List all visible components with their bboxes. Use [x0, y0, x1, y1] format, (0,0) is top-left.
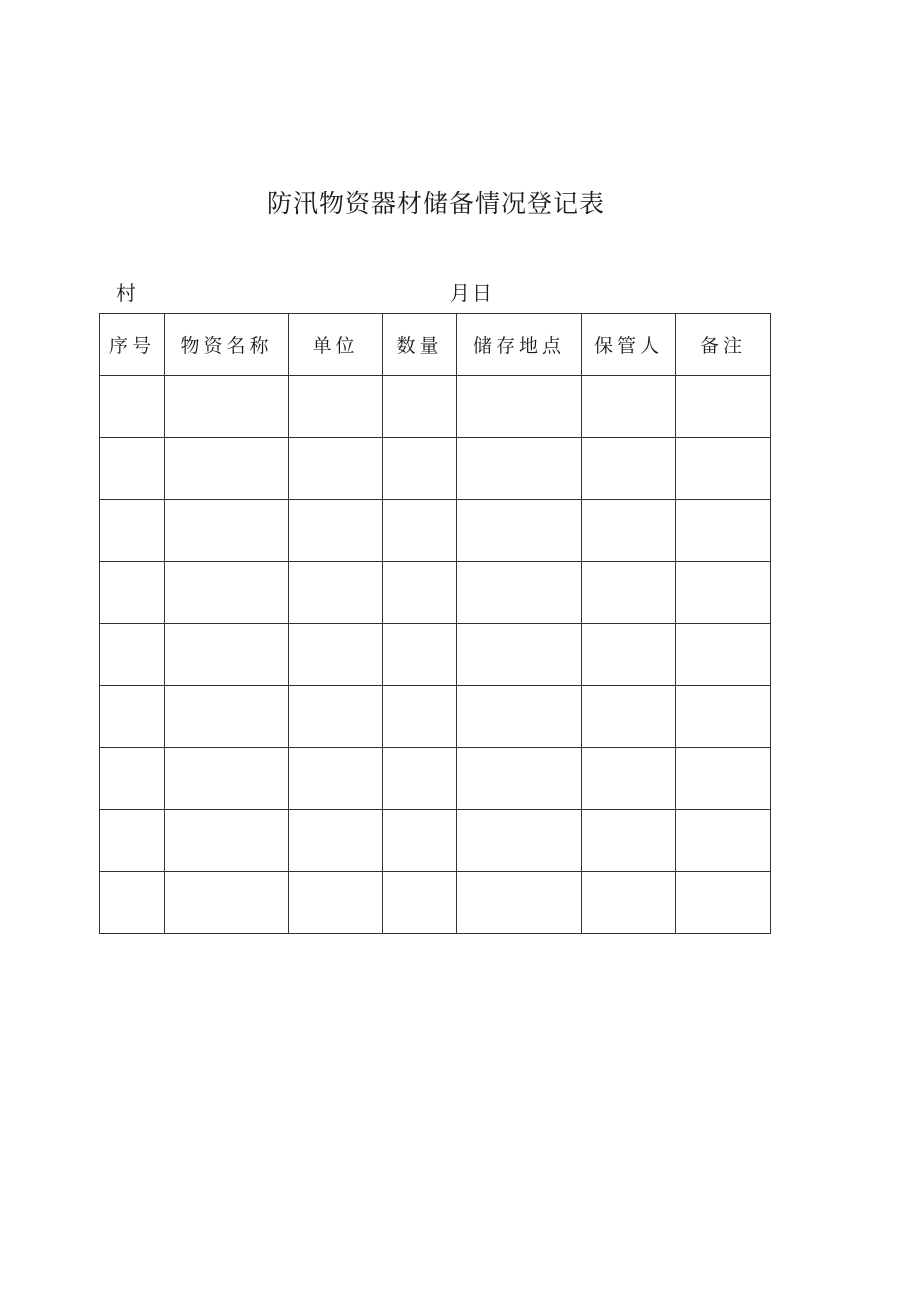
table-cell-storage-location[interactable]	[457, 624, 582, 686]
table-row	[100, 500, 771, 562]
table-cell-material-name[interactable]	[165, 562, 289, 624]
table-cell-quantity[interactable]	[383, 810, 457, 872]
table-cell-quantity[interactable]	[383, 562, 457, 624]
table-cell-quantity[interactable]	[383, 624, 457, 686]
table-cell-serial-number[interactable]	[100, 500, 165, 562]
table-cell-remarks[interactable]	[676, 872, 771, 934]
table-row	[100, 438, 771, 500]
table-cell-material-name[interactable]	[165, 376, 289, 438]
table-cell-serial-number[interactable]	[100, 438, 165, 500]
column-header-storage-location: 储存地点	[457, 314, 582, 376]
table-cell-custodian[interactable]	[582, 438, 676, 500]
table-cell-serial-number[interactable]	[100, 810, 165, 872]
table-cell-material-name[interactable]	[165, 624, 289, 686]
table-cell-storage-location[interactable]	[457, 872, 582, 934]
table-body	[100, 376, 771, 934]
table-cell-unit[interactable]	[289, 686, 383, 748]
table-cell-quantity[interactable]	[383, 686, 457, 748]
table-cell-storage-location[interactable]	[457, 810, 582, 872]
table-cell-remarks[interactable]	[676, 562, 771, 624]
register-table	[99, 313, 771, 934]
table-cell-unit[interactable]	[289, 438, 383, 500]
column-header-remarks: 备注	[676, 314, 771, 376]
table-cell-serial-number[interactable]	[100, 624, 165, 686]
table-cell-serial-number[interactable]	[100, 562, 165, 624]
table-cell-storage-location[interactable]	[457, 562, 582, 624]
table-cell-custodian[interactable]	[582, 810, 676, 872]
table-cell-storage-location[interactable]	[457, 438, 582, 500]
village-label: 村	[116, 281, 136, 305]
table-cell-custodian[interactable]	[582, 748, 676, 810]
table-cell-custodian[interactable]	[582, 872, 676, 934]
column-header-unit: 单位	[289, 314, 383, 376]
table-cell-material-name[interactable]	[165, 438, 289, 500]
table-cell-remarks[interactable]	[676, 438, 771, 500]
table-cell-unit[interactable]	[289, 562, 383, 624]
table-cell-serial-number[interactable]	[100, 686, 165, 748]
table-cell-unit[interactable]	[289, 376, 383, 438]
column-header-quantity: 数量	[383, 314, 457, 376]
document-title: 防汛物资器材储备情况登记表	[266, 189, 605, 218]
table-row	[100, 810, 771, 872]
table-cell-serial-number[interactable]	[100, 748, 165, 810]
table-cell-material-name[interactable]	[165, 872, 289, 934]
table-cell-unit[interactable]	[289, 872, 383, 934]
table-cell-storage-location[interactable]	[457, 376, 582, 438]
table-cell-storage-location[interactable]	[457, 500, 582, 562]
table-cell-material-name[interactable]	[165, 810, 289, 872]
table-cell-storage-location[interactable]	[457, 748, 582, 810]
table-header-row	[100, 314, 771, 376]
table-cell-remarks[interactable]	[676, 748, 771, 810]
date-label: 月日	[450, 281, 494, 305]
table-row	[100, 872, 771, 934]
table-row	[100, 624, 771, 686]
table-row	[100, 748, 771, 810]
table-row	[100, 686, 771, 748]
table-cell-remarks[interactable]	[676, 376, 771, 438]
table-cell-material-name[interactable]	[165, 686, 289, 748]
table-cell-unit[interactable]	[289, 810, 383, 872]
table-cell-quantity[interactable]	[383, 500, 457, 562]
table-cell-unit[interactable]	[289, 500, 383, 562]
table-row	[100, 562, 771, 624]
table-cell-quantity[interactable]	[383, 748, 457, 810]
table-cell-custodian[interactable]	[582, 500, 676, 562]
table-cell-custodian[interactable]	[582, 624, 676, 686]
table-row	[100, 376, 771, 438]
column-header-custodian: 保管人	[582, 314, 676, 376]
table-cell-unit[interactable]	[289, 624, 383, 686]
table-cell-serial-number[interactable]	[100, 872, 165, 934]
table-cell-quantity[interactable]	[383, 872, 457, 934]
table-cell-remarks[interactable]	[676, 686, 771, 748]
table-cell-quantity[interactable]	[383, 438, 457, 500]
table-cell-remarks[interactable]	[676, 624, 771, 686]
table-cell-custodian[interactable]	[582, 686, 676, 748]
table-cell-material-name[interactable]	[165, 748, 289, 810]
table-cell-custodian[interactable]	[582, 376, 676, 438]
table-cell-custodian[interactable]	[582, 562, 676, 624]
table-cell-unit[interactable]	[289, 748, 383, 810]
table-cell-remarks[interactable]	[676, 500, 771, 562]
table-cell-quantity[interactable]	[383, 376, 457, 438]
column-header-serial-number: 序号	[100, 314, 165, 376]
table-cell-serial-number[interactable]	[100, 376, 165, 438]
table-cell-remarks[interactable]	[676, 810, 771, 872]
table-cell-material-name[interactable]	[165, 500, 289, 562]
column-header-material-name: 物资名称	[165, 314, 289, 376]
table-cell-storage-location[interactable]	[457, 686, 582, 748]
